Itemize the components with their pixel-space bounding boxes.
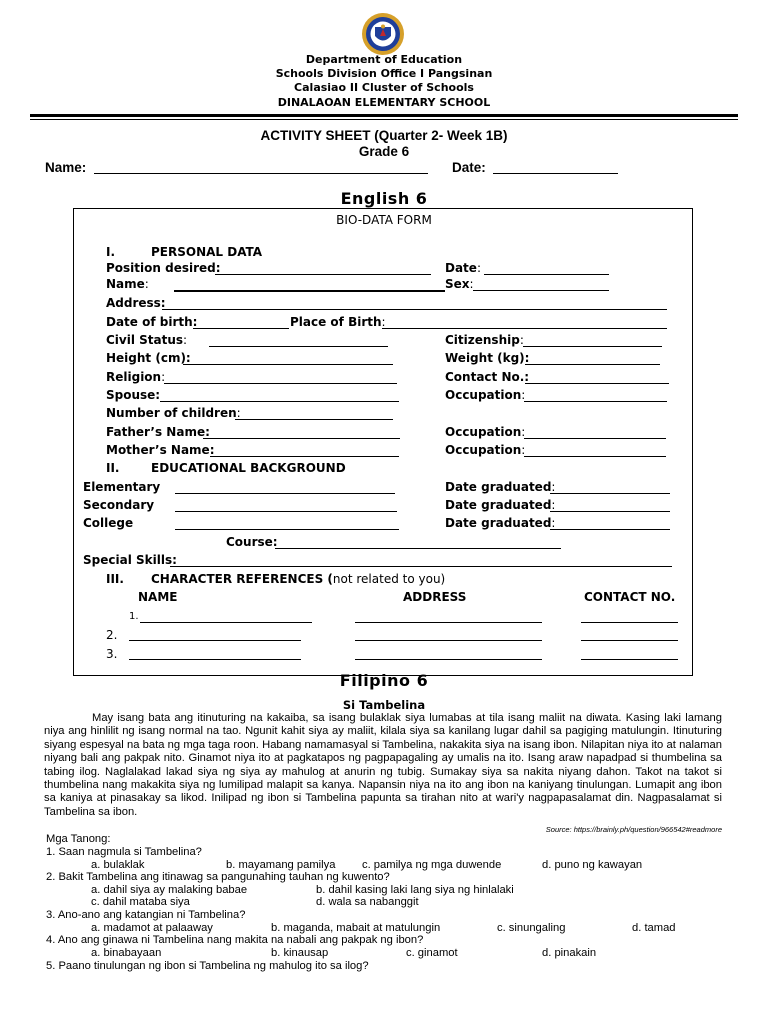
applicant-name-label: Name: xyxy=(106,277,149,291)
skills-label: Special Skills: xyxy=(83,553,177,567)
contact-label: Contact No.: xyxy=(445,370,530,384)
children-field[interactable] xyxy=(235,419,393,420)
ref-3-name-field[interactable] xyxy=(129,659,301,660)
grade-label: Grade 6 xyxy=(358,144,410,159)
father-name-label: Father’s Name: xyxy=(106,425,210,439)
ref-header-address: ADDRESS xyxy=(403,590,467,604)
civil-status-field[interactable] xyxy=(209,346,388,347)
ref-1-contact-field[interactable] xyxy=(581,622,678,623)
weight-label: Weight (kg): xyxy=(445,351,530,365)
story-source: Source: https://brainly.ph/question/966542#readmore xyxy=(545,825,722,834)
filipino-heading: Filipino 6 xyxy=(339,671,429,690)
elementary-grad-label: Date graduated: xyxy=(445,480,556,494)
dob-field[interactable] xyxy=(193,328,289,329)
q4-option-b[interactable]: b. kinausap xyxy=(271,947,329,959)
citizenship-label: Citizenship: xyxy=(445,333,524,347)
course-label: Course: xyxy=(226,535,278,549)
q2-option-d[interactable]: d. wala sa nabanggit xyxy=(316,896,419,908)
position-label: Position desired: xyxy=(106,261,221,275)
mother-name-field[interactable] xyxy=(210,456,399,457)
secondary-field[interactable] xyxy=(175,511,397,512)
height-label: Height (cm): xyxy=(106,351,191,365)
bio-data-form xyxy=(73,208,693,676)
header-cluster: Calasiao II Cluster of Schools xyxy=(294,81,474,94)
section-iii-num: III. xyxy=(106,572,124,586)
college-grad-label: Date graduated: xyxy=(445,516,556,530)
sex-field[interactable] xyxy=(473,290,609,291)
religion-label: Religion: xyxy=(106,370,166,384)
q3-option-a[interactable]: a. madamot at palaaway xyxy=(91,922,213,934)
activity-title: ACTIVITY SHEET (Quarter 2- Week 1B) xyxy=(260,128,508,143)
religion-field[interactable] xyxy=(164,383,397,384)
ref-1-address-field[interactable] xyxy=(355,622,542,623)
section-iii-title: CHARACTER REFERENCES (not related to you) xyxy=(151,572,446,586)
spouse-occupation-label: Occupation: xyxy=(445,388,526,402)
header-department: Department of Education xyxy=(305,53,463,66)
header-school: DINALAOAN ELEMENTARY SCHOOL xyxy=(277,96,491,109)
q1-option-d[interactable]: d. puno ng kawayan xyxy=(542,859,643,871)
section-i-title: PERSONAL DATA xyxy=(151,245,263,259)
q1-option-a[interactable]: a. bulaklak xyxy=(91,859,145,871)
citizenship-field[interactable] xyxy=(523,346,662,347)
ref-2-contact-field[interactable] xyxy=(581,640,678,641)
civil-status-label: Civil Status: xyxy=(106,333,188,347)
date-field[interactable] xyxy=(493,173,618,174)
father-name-field[interactable] xyxy=(203,438,400,439)
ref-header-name: NAME xyxy=(138,590,178,604)
q2-option-b[interactable]: b. dahil kasing laki lang siya ng hinlalaki xyxy=(316,884,514,896)
question-4: 4. Ano ang ginawa ni Tambelina nang makita na nabali ang pakpak ng ibon? xyxy=(46,934,424,946)
address-label: Address: xyxy=(106,296,166,310)
section-ii-title: EDUCATIONAL BACKGROUND xyxy=(151,461,346,475)
elementary-label: Elementary xyxy=(83,480,161,494)
form-title: BIO-DATA FORM xyxy=(336,213,432,227)
question-5: 5. Paano tinulungan ng ibon si Tambelina ng mahulog ito sa ilog? xyxy=(46,960,369,972)
q4-option-d[interactable]: d. pinakain xyxy=(542,947,597,959)
header-rule-thick xyxy=(30,114,738,117)
story-text: May isang bata ang itinuturing na kakaiba, sa isang bulaklak siya lumabas at tila isang maliit na diwata. Kasing laki lamang niya ang hinlilit ng isang normal na tao. Ngunit kahit siya ay maliit, kilala siya sa kanilang lugar dahil sa pagiging matulungin. Itinuturing siyang espesyal na bata ng mga taga roon. Habang namamasyal si Tambelina, nakakita siya na isang ibon. Nilapitan niya ito at nalaman niyang bali ang pakpak nito. Ginamot niya ito at pagkatapos ng pagpapagaling ay umalis na ito. Isang araw napadpad si thumbelina sa tabing ilog. Naglalakad lakad siya ng siya ay mahulog at anurin ng tubig. Sumakay siya sa nakita niyang dahon. Takot na takot si thumbelina nang makakita siya ng lumilipad malapit sa kanya. Napansin niya na ito ang ibon na kaniyang tinulungan. Lumapit ang ibon sa kaniya at pinasakay sa likod. Inilipad ng ibon si Tambelina papunta sa tirahan nito at wari'y nagpapasalamat din. Nagpasalamat si Tambelina sa ibon. xyxy=(44,712,722,818)
deped-seal-icon xyxy=(361,12,405,56)
q3-option-b[interactable]: b. maganda, mabait at matulungin xyxy=(271,922,441,934)
address-field[interactable] xyxy=(162,309,667,310)
question-3: 3. Ano-ano ang katangian ni Tambelina? xyxy=(46,909,246,921)
ref-header-contact: CONTACT NO. xyxy=(584,590,676,604)
father-occupation-label: Occupation: xyxy=(445,425,526,439)
ref-num-1: 1. xyxy=(129,611,139,622)
college-label: College xyxy=(83,516,134,530)
father-occupation-field[interactable] xyxy=(524,438,666,439)
q4-option-c[interactable]: c. ginamot xyxy=(406,947,458,959)
header-rule-thin xyxy=(30,119,738,120)
name-field[interactable] xyxy=(94,173,428,174)
weight-field[interactable] xyxy=(525,364,660,365)
secondary-grad-label: Date graduated: xyxy=(445,498,556,512)
college-field[interactable] xyxy=(175,529,399,530)
ref-3-address-field[interactable] xyxy=(355,659,542,660)
q1-option-b[interactable]: b. mayamang pamilya xyxy=(226,859,336,871)
mother-occupation-field[interactable] xyxy=(524,456,666,457)
ref-num-2: 2. xyxy=(106,628,118,642)
question-1: 1. Saan nagmula si Tambelina? xyxy=(46,846,202,858)
elementary-field[interactable] xyxy=(175,493,395,494)
mother-name-label: Mother’s Name: xyxy=(106,443,215,457)
date-form-label: Date: xyxy=(445,261,481,275)
ref-2-name-field[interactable] xyxy=(129,640,301,641)
contact-field[interactable] xyxy=(525,383,669,384)
date-label: Date: xyxy=(452,160,486,175)
skills-field[interactable] xyxy=(170,566,672,567)
date-form-field[interactable] xyxy=(484,274,609,275)
q3-option-c[interactable]: c. sinungaling xyxy=(497,922,566,934)
q2-option-c[interactable]: c. dahil mataba siya xyxy=(91,896,190,908)
spouse-label: Spouse: xyxy=(106,388,161,402)
ref-1-name-field[interactable] xyxy=(140,622,312,623)
secondary-grad-field[interactable] xyxy=(550,511,670,512)
q4-option-a[interactable]: a. binabayaan xyxy=(91,947,162,959)
height-field[interactable] xyxy=(183,364,393,365)
q3-option-d[interactable]: d. tamad xyxy=(632,922,676,934)
english-heading: English 6 xyxy=(340,189,428,208)
secondary-label: Secondary xyxy=(83,498,155,512)
section-i-num: I. xyxy=(106,245,116,259)
ref-3-contact-field[interactable] xyxy=(581,659,678,660)
q2-option-a[interactable]: a. dahil siya ay malaking babae xyxy=(91,884,248,896)
story-title: Si Tambelina xyxy=(342,698,426,712)
spouse-occupation-field[interactable] xyxy=(524,401,667,402)
ref-2-address-field[interactable] xyxy=(355,640,542,641)
ref-num-3: 3. xyxy=(106,647,118,661)
applicant-name-field[interactable] xyxy=(174,290,445,292)
name-label: Name: xyxy=(45,160,87,175)
sex-label: Sex: xyxy=(445,277,474,291)
section-ii-num: II. xyxy=(106,461,120,475)
elementary-grad-field[interactable] xyxy=(550,493,670,494)
spouse-field[interactable] xyxy=(160,401,399,402)
course-field[interactable] xyxy=(275,548,561,549)
college-grad-field[interactable] xyxy=(550,529,670,530)
question-2: 2. Bakit Tambelina ang itinawag sa pangunahing tauhan ng kuwento? xyxy=(46,871,390,883)
children-label: Number of children: xyxy=(106,406,241,420)
pob-label: Place of Birth: xyxy=(290,315,386,329)
header-division: Schools Division Office I Pangsinan xyxy=(275,67,493,80)
questions-label: Mga Tanong: xyxy=(46,833,111,845)
pob-field[interactable] xyxy=(382,328,667,329)
position-field[interactable] xyxy=(215,274,431,275)
dob-label: Date of birth: xyxy=(106,315,198,329)
mother-occupation-label: Occupation: xyxy=(445,443,526,457)
q1-option-c[interactable]: c. pamilya ng mga duwende xyxy=(362,859,502,871)
